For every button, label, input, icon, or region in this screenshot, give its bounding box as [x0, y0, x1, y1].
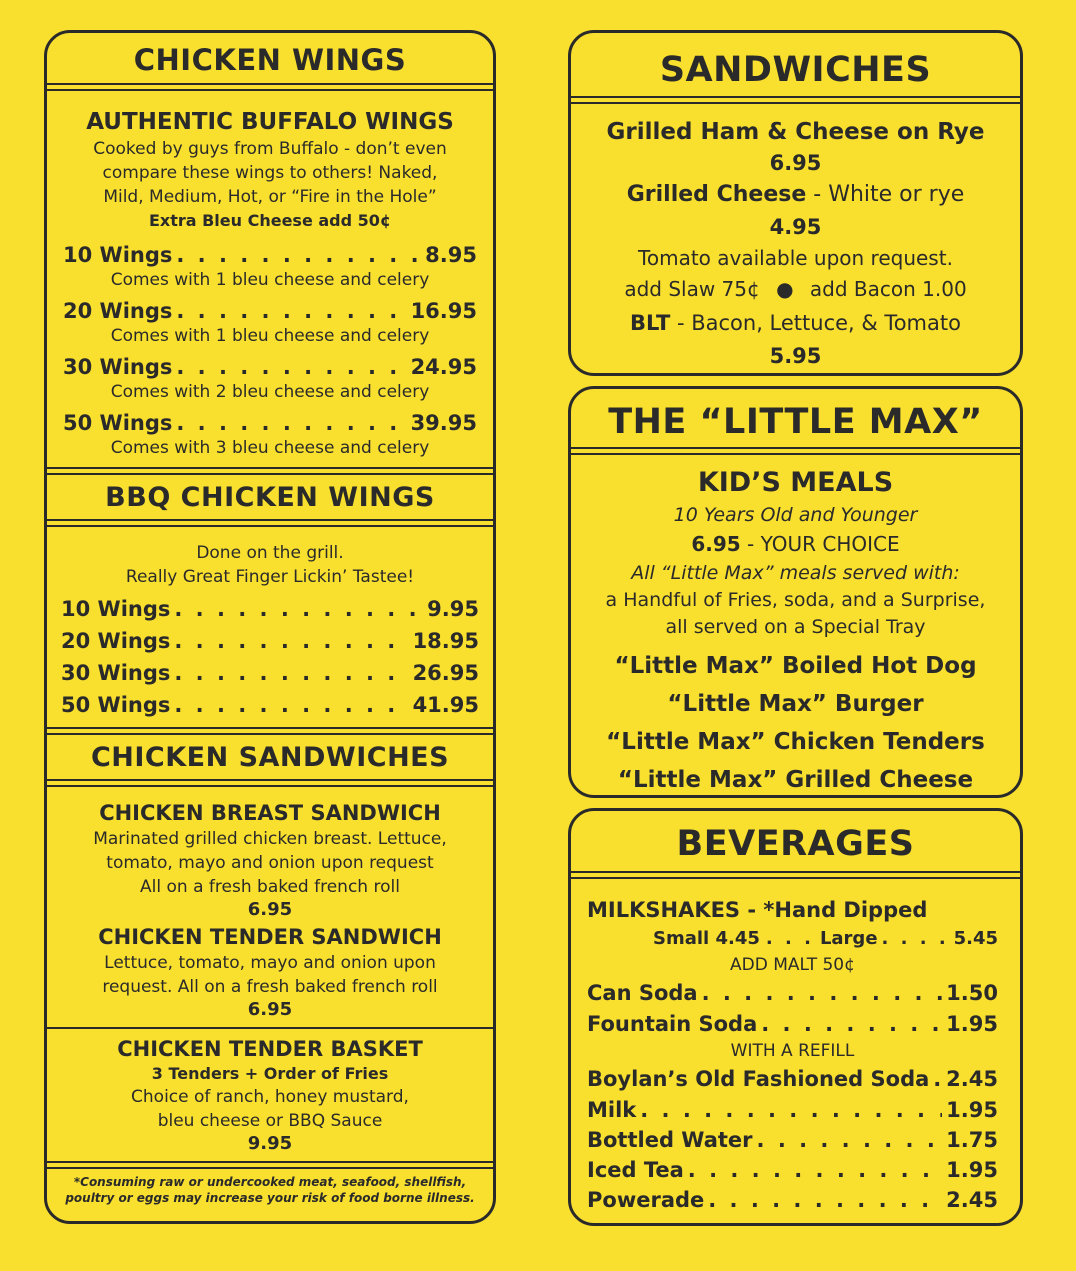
kids-item: “Little Max” Grilled Cheese: [617, 767, 974, 793]
menu-item: Powerade . . . 2.45: [587, 1185, 998, 1215]
kids-price-line: [571, 529, 1020, 559]
bullet-icon: ●: [776, 277, 794, 301]
menu-item: 20 Wings . . . 16.95: [63, 297, 477, 325]
beverage-list: [571, 895, 1020, 1215]
grilled-cheese-name: Grilled Cheese: [626, 182, 807, 207]
grilled-cheese-desc: - White or rye: [806, 182, 965, 207]
tender-price: 6.95: [247, 999, 293, 1020]
sandwiches-title: SANDWICHES: [659, 50, 932, 90]
breast-price: 6.95: [247, 899, 293, 920]
tender-basket-title: CHICKEN TENDER BASKET: [117, 1037, 423, 1061]
divider: [571, 871, 1020, 879]
menu-item: Bottled Water . . . 1.75: [587, 1125, 998, 1155]
menu-item: 10 Wings . . . 8.95: [63, 241, 477, 269]
menu-item: 20 Wings . . . 18.95: [61, 625, 479, 657]
menu-item: Fountain Soda . . . 1.95: [587, 1009, 998, 1039]
divider: [47, 727, 493, 735]
bbq-desc-2: Really Great Finger Lickin’ Tastee!: [125, 567, 415, 587]
divider: [571, 96, 1020, 104]
tray-note: all served on a Special Tray: [665, 616, 926, 638]
malt-note: ADD MALT 50¢: [730, 955, 855, 975]
kids-meals-title: KID’S MEALS: [697, 467, 894, 498]
item-note: Comes with 3 bleu cheese and celery: [110, 438, 430, 458]
beverages-panel: [568, 808, 1023, 1226]
milkshake-prices: [587, 925, 998, 953]
divider: [47, 467, 493, 475]
tender-desc-2: request. All on a fresh baked french roll: [102, 977, 438, 997]
divider: [47, 1027, 493, 1029]
divider: [571, 447, 1020, 455]
menu-item: 50 Wings . . . 41.95: [61, 689, 479, 721]
shake-large: Large: [819, 928, 878, 949]
buffalo-wings-title: AUTHENTIC BUFFALO WINGS: [86, 109, 454, 135]
item-note: Comes with 1 bleu cheese and celery: [110, 270, 430, 290]
milkshakes: MILKSHAKES - *Hand Dipped: [587, 898, 928, 922]
kids-price: 6.95: [691, 532, 741, 556]
basket-desc-1: Choice of ranch, honey mustard,: [131, 1087, 409, 1107]
breast-sandwich-title: CHICKEN BREAST SANDWICH: [99, 801, 441, 825]
beverages-title: BEVERAGES: [676, 824, 915, 864]
divider: [47, 1161, 493, 1169]
kids-item: “Little Max” Burger: [667, 691, 924, 717]
breast-desc-1: Marinated grilled chicken breast. Lettuce,: [93, 829, 447, 849]
age-note: 10 Years Old and Younger: [673, 504, 918, 526]
disclaimer-1: *Consuming raw or undercooked meat, seafood, shellfish,: [73, 1175, 467, 1189]
buffalo-desc-1: Cooked by guys from Buffalo - don’t even: [93, 139, 447, 159]
bbq-wings-title: BBQ CHICKEN WINGS: [105, 482, 435, 513]
bleu-extra: Extra Bleu Cheese add 50¢: [148, 211, 392, 230]
item-note: Comes with 2 bleu cheese and celery: [110, 382, 430, 402]
breast-desc-3: All on a fresh baked french roll: [140, 877, 400, 897]
cheese-price: 4.95: [769, 215, 822, 239]
chicken-wings-title: CHICKEN WINGS: [133, 43, 407, 77]
menu-item: Milk . . . 1.95: [587, 1095, 998, 1125]
divider: [47, 83, 493, 91]
ham-price: 6.95: [769, 151, 822, 175]
dot-leader: . . .: [765, 928, 814, 949]
bacon-addon: add Bacon 1.00: [809, 277, 967, 301]
basket-sub: 3 Tenders + Order of Fries: [151, 1064, 389, 1083]
tomato-note: Tomato available upon request.: [638, 246, 953, 270]
buffalo-desc-3: Mild, Medium, Hot, or “Fire in the Hole”: [103, 187, 437, 207]
chicken-sandwiches-title: CHICKEN SANDWICHES: [90, 742, 450, 773]
blt-name: BLT: [630, 311, 671, 335]
sandwiches-panel: [568, 30, 1023, 376]
dot-leader: [882, 925, 950, 953]
handful-note: a Handful of Fries, soda, and a Surprise,: [605, 589, 986, 611]
kids-item: “Little Max” Boiled Hot Dog: [614, 653, 977, 679]
divider: [47, 519, 493, 527]
bbq-price-list: [47, 593, 493, 721]
shake-large-price: 5.45: [953, 928, 998, 949]
basket-price: 9.95: [247, 1133, 293, 1154]
bbq-desc-1: Done on the grill.: [196, 543, 344, 563]
served-note: All “Little Max” meals served with:: [631, 562, 960, 584]
left-menu-panel: [44, 30, 496, 1224]
menu-item: 30 Wings . . . 26.95: [61, 657, 479, 689]
grilled-cheese: [571, 178, 1020, 212]
kids-choice: - YOUR CHOICE: [740, 532, 900, 556]
disclaimer-2: poultry or eggs may increase your risk of food borne illness.: [65, 1191, 475, 1205]
blt-price: 5.95: [769, 344, 822, 368]
item-note: Comes with 1 bleu cheese and celery: [110, 326, 430, 346]
addons: [571, 274, 1020, 304]
menu-item: 50 Wings . . . 39.95: [63, 409, 477, 437]
slaw-addon: add Slaw 75¢: [624, 277, 760, 301]
menu-item: Can Soda . . . 1.50: [587, 977, 998, 1009]
tender-sandwich-title: CHICKEN TENDER SANDWICH: [98, 925, 442, 949]
menu-item: 10 Wings . . . 9.95: [61, 593, 479, 625]
tender-desc-1: Lettuce, tomato, mayo and onion upon: [104, 953, 436, 973]
shake-small: Small 4.45: [653, 928, 760, 949]
buffalo-desc-2: compare these wings to others! Naked,: [102, 163, 438, 183]
divider: [47, 779, 493, 787]
menu-item: 30 Wings . . . 24.95: [63, 353, 477, 381]
blt-desc: - Bacon, Lettuce, & Tomato: [670, 311, 961, 335]
basket-desc-2: bleu cheese or BBQ Sauce: [157, 1111, 383, 1131]
menu-item: Iced Tea . . . 1.95: [587, 1155, 998, 1185]
refill-note: WITH A REFILL: [730, 1041, 855, 1061]
ham-cheese: Grilled Ham & Cheese on Rye: [606, 119, 985, 145]
little-max-title: THE “LITTLE MAX”: [608, 402, 983, 442]
little-max-panel: [568, 386, 1023, 798]
blt: [571, 304, 1020, 342]
buffalo-price-list: [47, 241, 493, 459]
breast-desc-2: tomato, mayo and onion upon request: [106, 853, 434, 873]
menu-item: Boylan’s Old Fashioned Soda . . . 2.45: [587, 1063, 998, 1095]
kids-item: “Little Max” Chicken Tenders: [606, 729, 985, 755]
